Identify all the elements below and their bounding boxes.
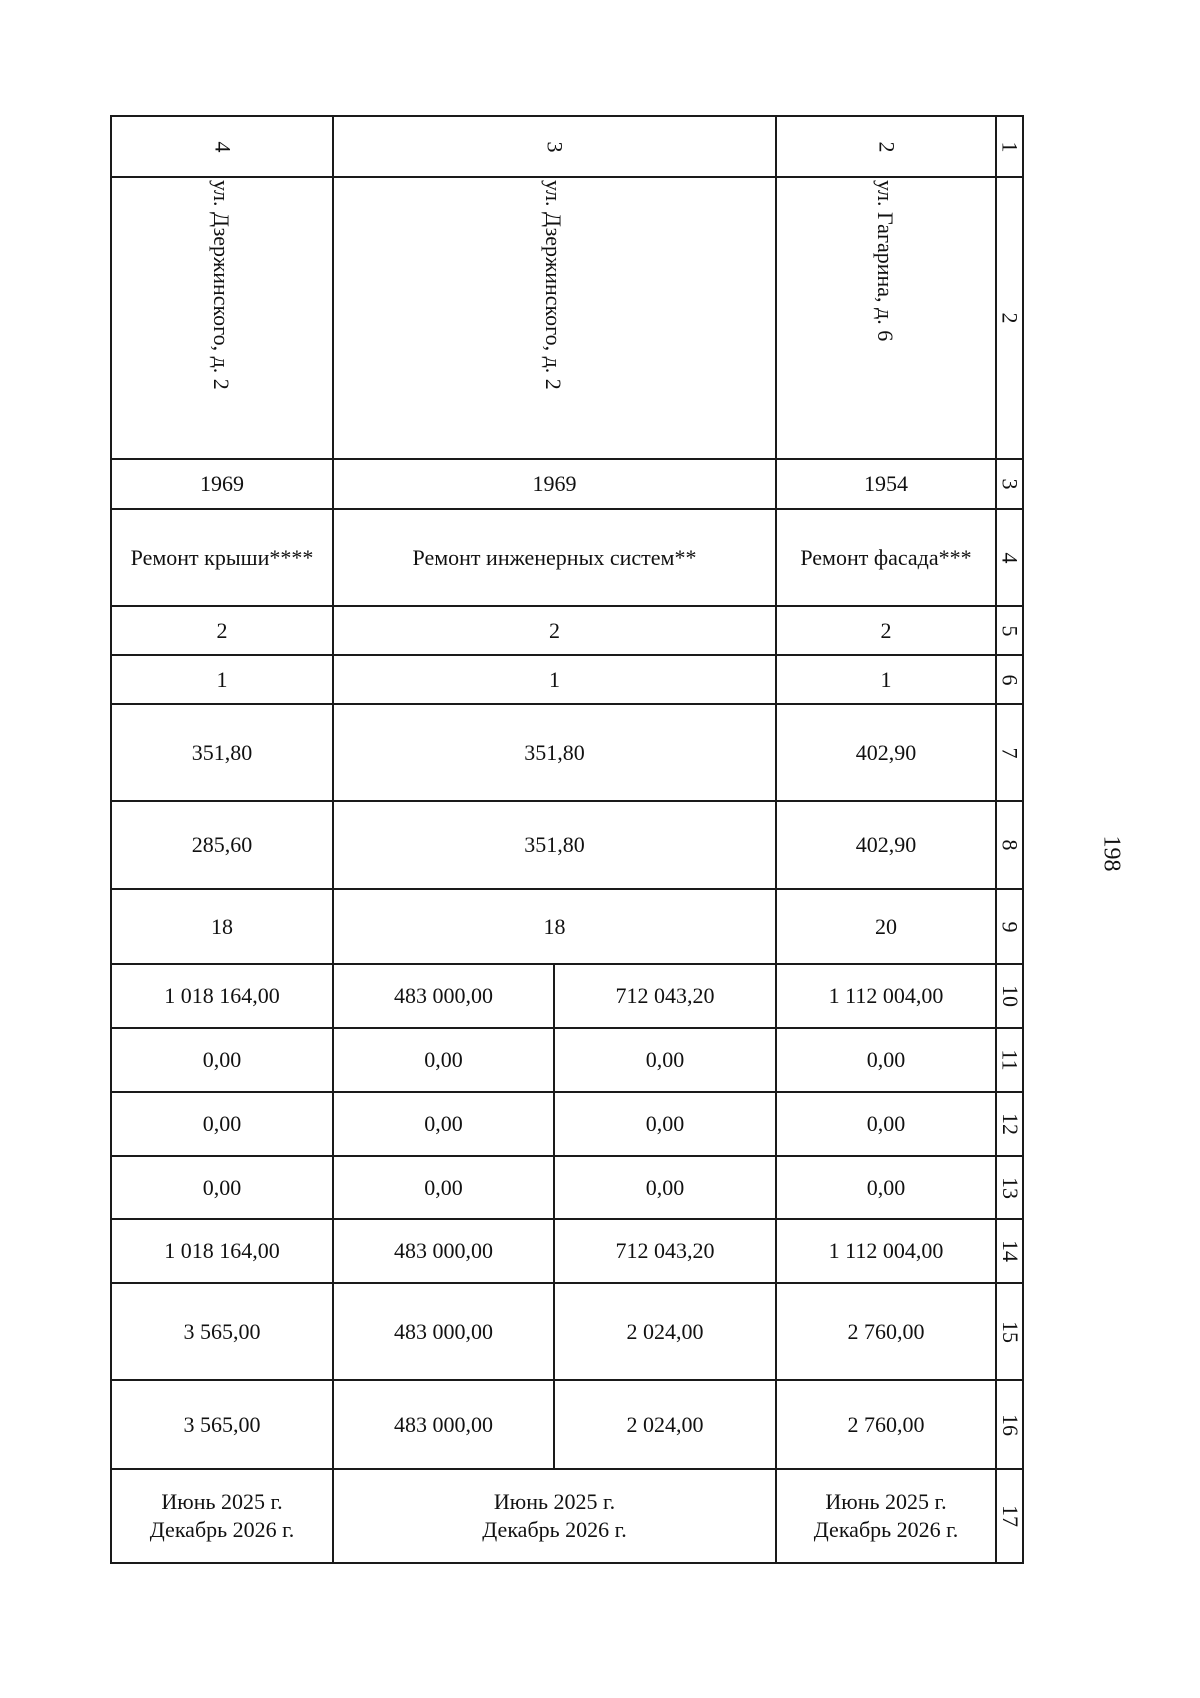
value-cell: 402,90 <box>855 832 917 857</box>
value-cell: 18 <box>211 913 233 939</box>
value-cell: 2 <box>549 617 560 643</box>
column-number: 15 <box>997 1320 1023 1343</box>
amount-cell: 483 000,00 <box>394 983 493 1008</box>
value-cell: 351,80 <box>524 739 585 765</box>
amount-cell: 0,00 <box>645 1111 685 1136</box>
column-number: 17 <box>997 1505 1023 1527</box>
value-cell: 1 <box>880 666 892 692</box>
column-number: 3 <box>997 478 1023 490</box>
row-number: 4 <box>210 141 235 152</box>
value-cell: 18 <box>543 913 566 939</box>
year-cell: 1969 <box>532 471 577 496</box>
work-type-cell: Ремонт фасада*** <box>800 544 972 570</box>
amount-cell: 0,00 <box>424 1111 463 1136</box>
amount-cell: 0,00 <box>202 1111 242 1136</box>
period-cell: Июнь 2025 г. Декабрь 2026 г. <box>813 1489 959 1542</box>
value-cell: 1 <box>216 666 228 692</box>
amount-cell: 0,00 <box>645 1174 685 1200</box>
row-number: 3 <box>542 141 568 152</box>
value-cell: 1 <box>549 666 560 692</box>
amount-cell: 1 112 004,00 <box>828 1238 944 1263</box>
work-type-cell: Ремонт инженерных систем** <box>412 544 697 570</box>
column-number: 16 <box>997 1413 1023 1436</box>
row-number: 2 <box>874 141 899 152</box>
amount-cell: 712 043,20 <box>615 983 715 1008</box>
amount-cell: 0,00 <box>202 1047 242 1072</box>
amount-cell: 712 043,20 <box>615 1238 715 1263</box>
amount-cell: 483 000,00 <box>394 1238 493 1263</box>
address-cell: ул. Дзержинского, д. 2 <box>209 180 234 390</box>
column-number: 5 <box>997 625 1023 636</box>
amount-cell: 0,00 <box>645 1047 685 1072</box>
amount-cell: 1 018 164,00 <box>164 983 280 1008</box>
amount-cell: 483 000,00 <box>394 1411 493 1437</box>
period-cell: Июнь 2025 г. Декабрь 2026 г. <box>149 1489 295 1542</box>
amount-cell: 3 565,00 <box>183 1318 261 1344</box>
value-cell: 351,80 <box>524 832 585 857</box>
amount-cell: 0,00 <box>866 1047 906 1072</box>
column-number: 1 <box>997 141 1023 152</box>
value-cell: 2 <box>216 617 228 643</box>
amount-cell: 2 024,00 <box>626 1411 704 1437</box>
year-cell: 1969 <box>200 471 244 496</box>
column-number: 9 <box>997 921 1023 932</box>
column-number: 14 <box>997 1240 1023 1262</box>
column-number: 10 <box>997 985 1023 1007</box>
column-number: 4 <box>997 552 1023 563</box>
table-line <box>110 1562 1022 1564</box>
work-type-cell: Ремонт крыши**** <box>130 544 314 570</box>
value-cell: 285,60 <box>191 832 253 857</box>
column-number: 13 <box>997 1176 1023 1199</box>
amount-cell: 1 018 164,00 <box>164 1238 280 1263</box>
column-number: 11 <box>997 1049 1023 1071</box>
amount-cell: 0,00 <box>424 1047 463 1072</box>
value-cell: 20 <box>875 913 897 939</box>
column-number: 7 <box>997 747 1023 758</box>
amount-cell: 0,00 <box>866 1174 906 1200</box>
value-cell: 2 <box>880 617 892 643</box>
amount-cell: 0,00 <box>424 1174 463 1200</box>
year-cell: 1954 <box>864 471 908 496</box>
column-number: 12 <box>997 1113 1023 1135</box>
amount-cell: 483 000,00 <box>394 1318 493 1344</box>
column-number: 2 <box>997 312 1023 324</box>
page-number: 198 <box>1098 835 1125 872</box>
table-line <box>110 176 1022 178</box>
amount-cell: 2 760,00 <box>847 1411 925 1437</box>
address-cell: ул. Дзержинского, д. 2 <box>541 180 566 390</box>
amount-cell: 3 565,00 <box>183 1411 261 1437</box>
address-cell: ул. Гагарина, д. 6 <box>873 180 898 342</box>
column-number: 8 <box>997 839 1023 851</box>
value-cell: 402,90 <box>855 739 917 765</box>
amount-cell: 2 760,00 <box>847 1318 925 1344</box>
amount-cell: 0,00 <box>866 1111 906 1136</box>
amount-cell: 1 112 004,00 <box>828 983 944 1008</box>
value-cell: 351,80 <box>191 739 253 765</box>
column-number: 6 <box>997 674 1023 685</box>
amount-cell: 0,00 <box>202 1174 242 1200</box>
amount-cell: 2 024,00 <box>626 1318 704 1344</box>
period-cell: Июнь 2025 г. Декабрь 2026 г. <box>482 1489 627 1542</box>
